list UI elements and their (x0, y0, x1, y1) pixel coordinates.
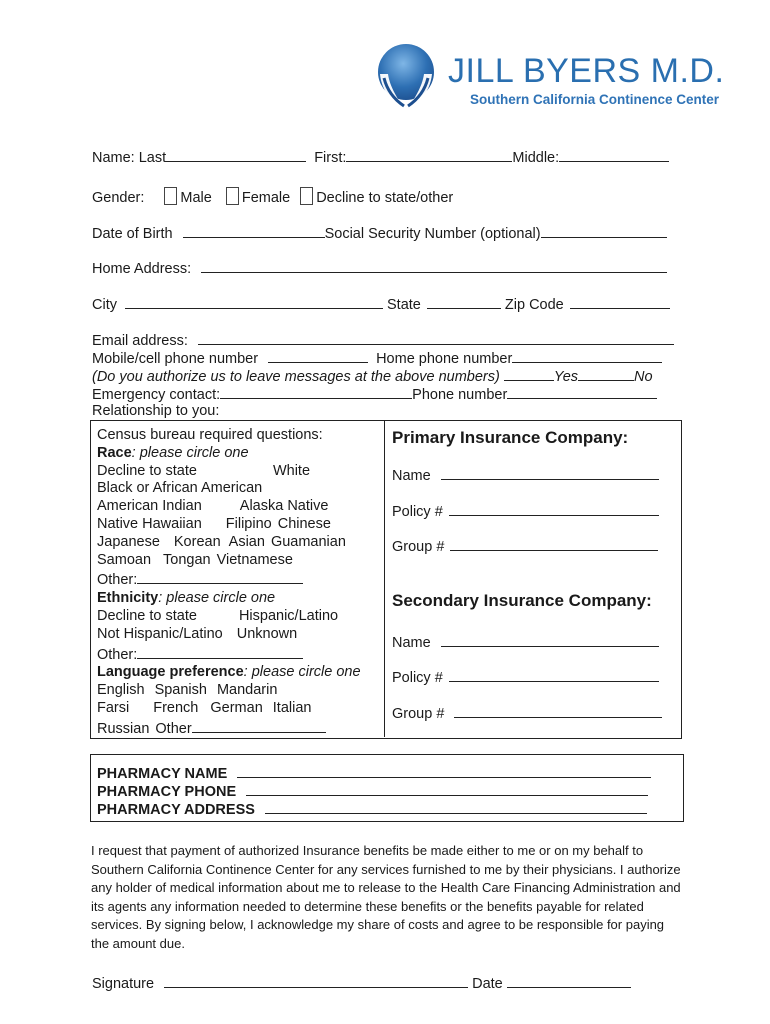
language-option[interactable]: French (153, 699, 199, 716)
pharmacy-address-label: PHARMACY ADDRESS (97, 802, 255, 818)
first-name-label: First: (314, 150, 347, 166)
race-option[interactable]: Japanese (97, 533, 160, 550)
race-option[interactable]: Guamanian (270, 533, 346, 550)
date-label: Date (472, 976, 503, 992)
primary-name-label: Name (392, 468, 431, 484)
emergency-row (92, 384, 657, 404)
race-option[interactable]: White (272, 462, 311, 479)
brand-name: JILL BYERS M.D. (448, 52, 725, 90)
pharmacy-name-field[interactable] (237, 763, 651, 778)
city-row (92, 294, 670, 314)
decline-label: Decline to state/other (316, 190, 454, 206)
home-phone-label: Home phone number (376, 351, 513, 367)
primary-name-field[interactable] (441, 465, 659, 480)
primary-policy-field[interactable] (449, 501, 659, 516)
pharmacy-phone-label: PHARMACY PHONE (97, 784, 237, 800)
zip-field[interactable] (570, 294, 670, 309)
race-option-row (97, 498, 361, 516)
primary-group-label: Group # (392, 539, 445, 555)
signature-row (92, 973, 631, 993)
race-option[interactable]: Alaska Native (239, 498, 329, 515)
emergency-phone-field[interactable] (507, 384, 657, 399)
primary-insurance-title: Primary Insurance Company: (392, 428, 629, 447)
name-row (92, 147, 669, 167)
race-other-label: Other: (97, 572, 138, 589)
date-field[interactable] (507, 973, 631, 988)
primary-policy-row (392, 501, 659, 521)
race-option-row (97, 534, 361, 552)
authorization-paragraph: I request that payment of authorized Insurance benefits be made either to me or on my behalf to Southern California Continence Center for any services furnished to me by their physicians. I authorize any holder of medical information about me to release to the Health Care Financing Administration and its agents any information needed to determine these benefits or the benefits payable for related services. By signing below, I acknowledge my share of costs and agree to be responsible for paying the amount due. (91, 843, 681, 951)
mobile-label: Mobile/cell phone number (92, 351, 259, 367)
address-row (92, 258, 667, 278)
race-other-row (97, 569, 361, 590)
ethnicity-option-row (97, 626, 361, 644)
pharmacy-name-row (97, 763, 651, 783)
emergency-field[interactable] (220, 384, 412, 399)
yes-label: Yes (553, 369, 579, 385)
gender-row (92, 187, 453, 207)
language-hint: : please circle one (243, 664, 361, 681)
pharmacy-address-row (97, 799, 647, 819)
zip-label: Zip Code (504, 297, 564, 313)
language-option[interactable]: Other (155, 720, 192, 737)
race-option-row (97, 480, 361, 498)
race-option[interactable]: Filipino (225, 515, 272, 532)
language-option-row (97, 700, 361, 718)
gender-label: Gender: (92, 190, 145, 206)
race-option[interactable]: Korean (173, 533, 221, 550)
language-option[interactable]: English (97, 682, 145, 699)
email-label: Email address: (92, 333, 188, 349)
ssn-field[interactable] (541, 223, 667, 238)
ethnicity-heading (97, 590, 361, 608)
city-field[interactable] (125, 294, 383, 309)
email-field[interactable] (198, 330, 674, 345)
race-other-field[interactable] (137, 569, 303, 584)
dob-field[interactable] (183, 223, 325, 238)
address-field[interactable] (201, 258, 667, 273)
phone-row (92, 348, 662, 368)
ethnicity-option[interactable]: Hispanic/Latino (238, 607, 339, 624)
language-option-row (97, 682, 361, 700)
dob-label: Date of Birth (92, 226, 173, 242)
primary-policy-label: Policy # (392, 504, 443, 520)
last-name-field[interactable] (166, 147, 306, 162)
language-option[interactable]: Mandarin (216, 682, 278, 699)
ethnicity-option[interactable]: Decline to state (97, 607, 197, 624)
ethnicity-other-field[interactable] (137, 644, 303, 659)
language-option-row (97, 718, 361, 739)
primary-name-row (392, 465, 659, 485)
ssn-label: Social Security Number (optional) (324, 226, 541, 242)
state-field[interactable] (427, 294, 501, 309)
dob-row (92, 223, 667, 243)
secondary-insurance-title: Secondary Insurance Company: (392, 591, 652, 610)
language-option[interactable]: Italian (272, 699, 312, 716)
middle-name-label: Middle: (512, 150, 560, 166)
race-option[interactable]: Black or African American (97, 480, 263, 497)
signature-label: Signature (92, 976, 155, 992)
ethnicity-other-row (97, 644, 361, 665)
race-hint: : please circle one (131, 444, 249, 461)
ethnicity-option-row (97, 608, 361, 626)
secondary-group-row (392, 703, 662, 723)
race-option[interactable]: Samoan (97, 551, 152, 568)
race-option[interactable]: Decline to state (97, 462, 197, 479)
first-name-field[interactable] (346, 147, 512, 162)
no-field[interactable] (578, 366, 634, 381)
primary-group-field[interactable] (450, 536, 658, 551)
race-heading (97, 445, 361, 463)
city-label: City (92, 297, 117, 313)
pharmacy-phone-row (97, 781, 648, 801)
female-checkbox[interactable] (226, 187, 239, 205)
emergency-label: Emergency contact: (92, 387, 221, 403)
ethnicity-option[interactable]: Not Hispanic/Latino (97, 625, 223, 642)
address-label: Home Address: (92, 261, 192, 277)
secondary-name-field[interactable] (441, 632, 659, 647)
relationship-row (92, 402, 219, 420)
race-option-row (97, 552, 361, 570)
emergency-phone-label: Phone number (412, 387, 508, 403)
state-label: State (387, 297, 421, 313)
secondary-policy-row (392, 667, 659, 687)
race-option[interactable]: American Indian (97, 498, 202, 515)
language-other-field[interactable] (192, 718, 326, 733)
race-option[interactable]: Asian (228, 533, 265, 550)
middle-name-field[interactable] (559, 147, 669, 162)
census-title: Census bureau required questions: (97, 427, 323, 443)
messages-row (92, 366, 653, 386)
ethnicity-other-label: Other: (97, 646, 138, 663)
male-label: Male (180, 190, 212, 206)
race-option[interactable]: Native Hawaiian (97, 515, 202, 532)
email-row (92, 330, 674, 350)
language-option[interactable]: Russian (97, 720, 150, 737)
language-option[interactable]: German (210, 699, 263, 716)
decline-checkbox[interactable] (300, 187, 313, 205)
home-phone-field[interactable] (512, 348, 662, 363)
box-divider (384, 420, 385, 737)
male-checkbox[interactable] (164, 187, 177, 205)
race-option-row (97, 516, 361, 534)
language-option[interactable]: Farsi (97, 699, 130, 716)
last-name-label: Name: Last (92, 150, 167, 166)
logo (372, 40, 440, 112)
pharmacy-address-field[interactable] (265, 799, 647, 814)
language-option[interactable]: Spanish (154, 682, 207, 699)
secondary-name-row (392, 632, 659, 652)
no-label: No (634, 369, 653, 385)
signature-field[interactable] (164, 973, 468, 988)
relationship-label: Relationship to you: (92, 403, 220, 419)
messages-question: (Do you authorize us to leave messages at the above numbers) (92, 369, 500, 385)
secondary-policy-field[interactable] (449, 667, 659, 682)
circle-hands-logo-icon (372, 40, 440, 112)
ethnicity-option[interactable]: Unknown (236, 625, 298, 642)
yes-field[interactable] (504, 366, 554, 381)
female-label: Female (241, 190, 291, 206)
race-option[interactable]: Tongan (163, 551, 211, 568)
ethnicity-hint: : please circle one (158, 590, 276, 607)
census-section (97, 427, 361, 739)
secondary-group-field[interactable] (454, 703, 662, 718)
secondary-group-label: Group # (392, 706, 445, 722)
race-option-row (97, 463, 361, 481)
ethnicity-label: Ethnicity (97, 590, 159, 607)
race-option[interactable]: Vietnamese (216, 551, 293, 568)
mobile-field[interactable] (268, 348, 368, 363)
secondary-policy-label: Policy # (392, 670, 443, 686)
pharmacy-name-label: PHARMACY NAME (97, 766, 228, 782)
brand-subtitle: Southern California Continence Center (470, 92, 720, 107)
pharmacy-phone-field[interactable] (246, 781, 648, 796)
secondary-name-label: Name (392, 635, 431, 651)
language-heading (97, 664, 361, 682)
primary-group-row (392, 536, 658, 556)
language-label: Language preference (97, 664, 244, 681)
race-label: Race (97, 444, 132, 461)
race-option[interactable]: Chinese (277, 515, 331, 532)
